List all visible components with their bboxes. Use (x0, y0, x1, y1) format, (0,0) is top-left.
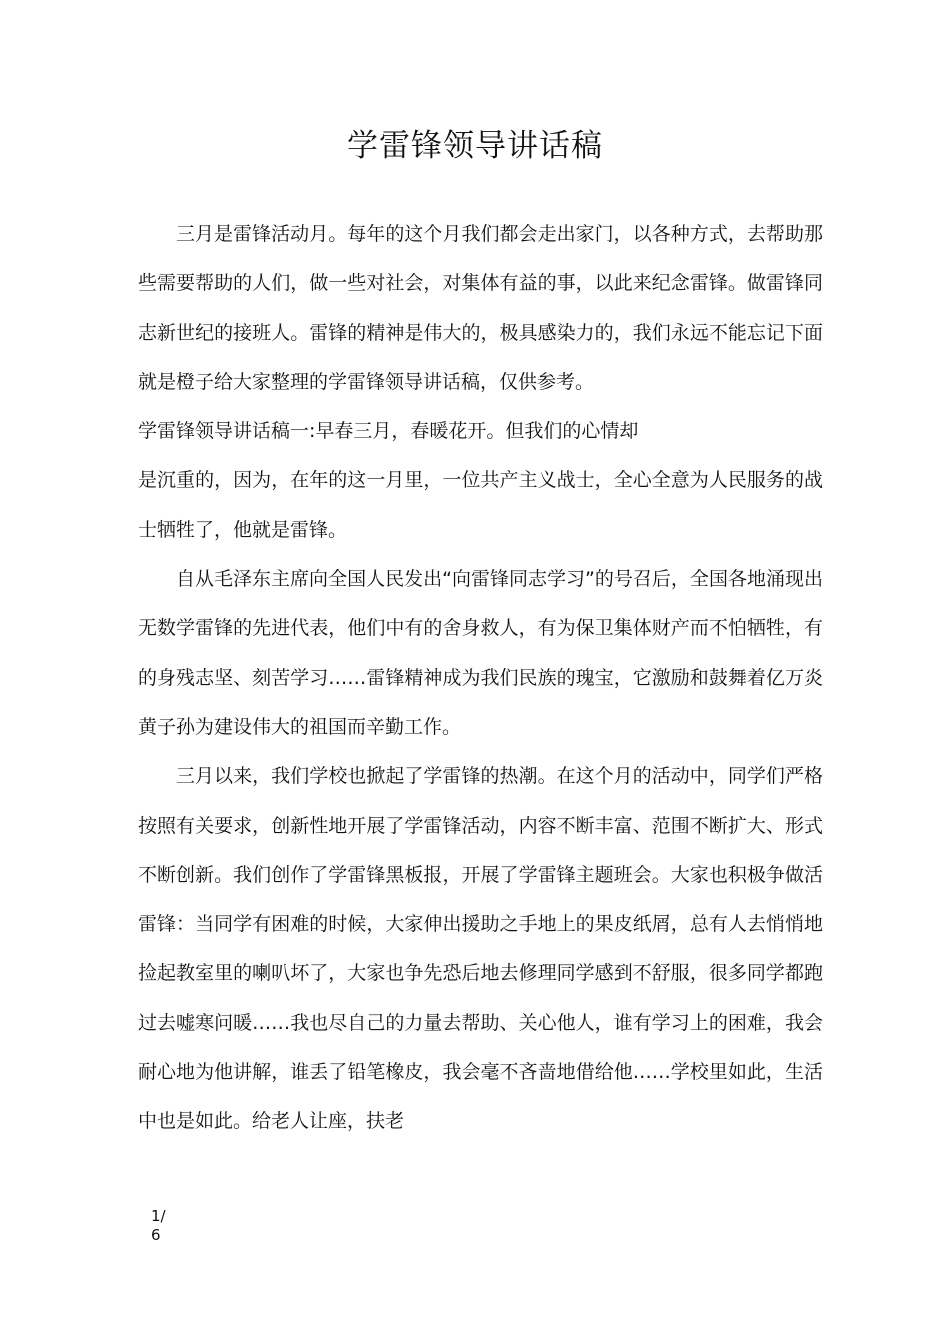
paragraph-history: 自从毛泽东主席向全国人民发出“向雷锋同志学习”的号召后，全国各地涌现出无数学雷锋的先进代表，他们中有的舍身救人，有为保卫集体财产而不怕牺牲，有的身残志坚、刻苦学习……雷锋精神成为我们民族的瑰宝，它激励和鼓舞着亿万炎黄子孙为建设伟大的祖国而辛勤工作。 (138, 568, 823, 738)
document-body (138, 210, 823, 1147)
page-number: 1/6 (151, 1207, 166, 1244)
paragraph-speech-heading: 学雷锋领导讲话稿一:早春三月，春暖花开。但我们的心情却 (138, 420, 639, 443)
document-title: 学雷锋领导讲话稿 (347, 128, 603, 164)
paragraph-speech-opening: 是沉重的，因为，在年的这一月里，一位共产主义战士，全心全意为人民服务的战士牺牲了，他就是雷锋。 (138, 469, 823, 541)
paragraph-intro: 三月是雷锋活动月。每年的这个月我们都会走出家门，以各种方式，去帮助那些需要帮助的人们，做一些对社会，对集体有益的事，以此来纪念雷锋。做雷锋同志新世纪的接班人。雷锋的精神是伟大的，极具感染力的，我们永远不能忘记下面就是橙子给大家整理的学雷锋领导讲话稿，仅供参考。 (138, 223, 823, 393)
paragraph-school-activities: 三月以来，我们学校也掀起了学雷锋的热潮。在这个月的活动中，同学们严格按照有关要求，创新性地开展了学雷锋活动，内容不断丰富、范围不断扩大、形式不断创新。我们创作了学雷锋黑板报，开展了学雷锋主题班会。大家也积极争做活雷锋：当同学有困难的时候，大家伸出援助之手地上的果皮纸屑，总有人去悄悄地捡起教室里的喇叭坏了，大家也争先恐后地去修理同学感到不舒服，很多同学都跑过去嘘寒问暖……我也尽自己的力量去帮助、关心他人，谁有学习上的困难，我会耐心地为他讲解，谁丢了铅笔橡皮，我会毫不吝啬地借给他……学校里如此，生活中也是如此。给老人让座，扶老 (138, 765, 823, 1133)
